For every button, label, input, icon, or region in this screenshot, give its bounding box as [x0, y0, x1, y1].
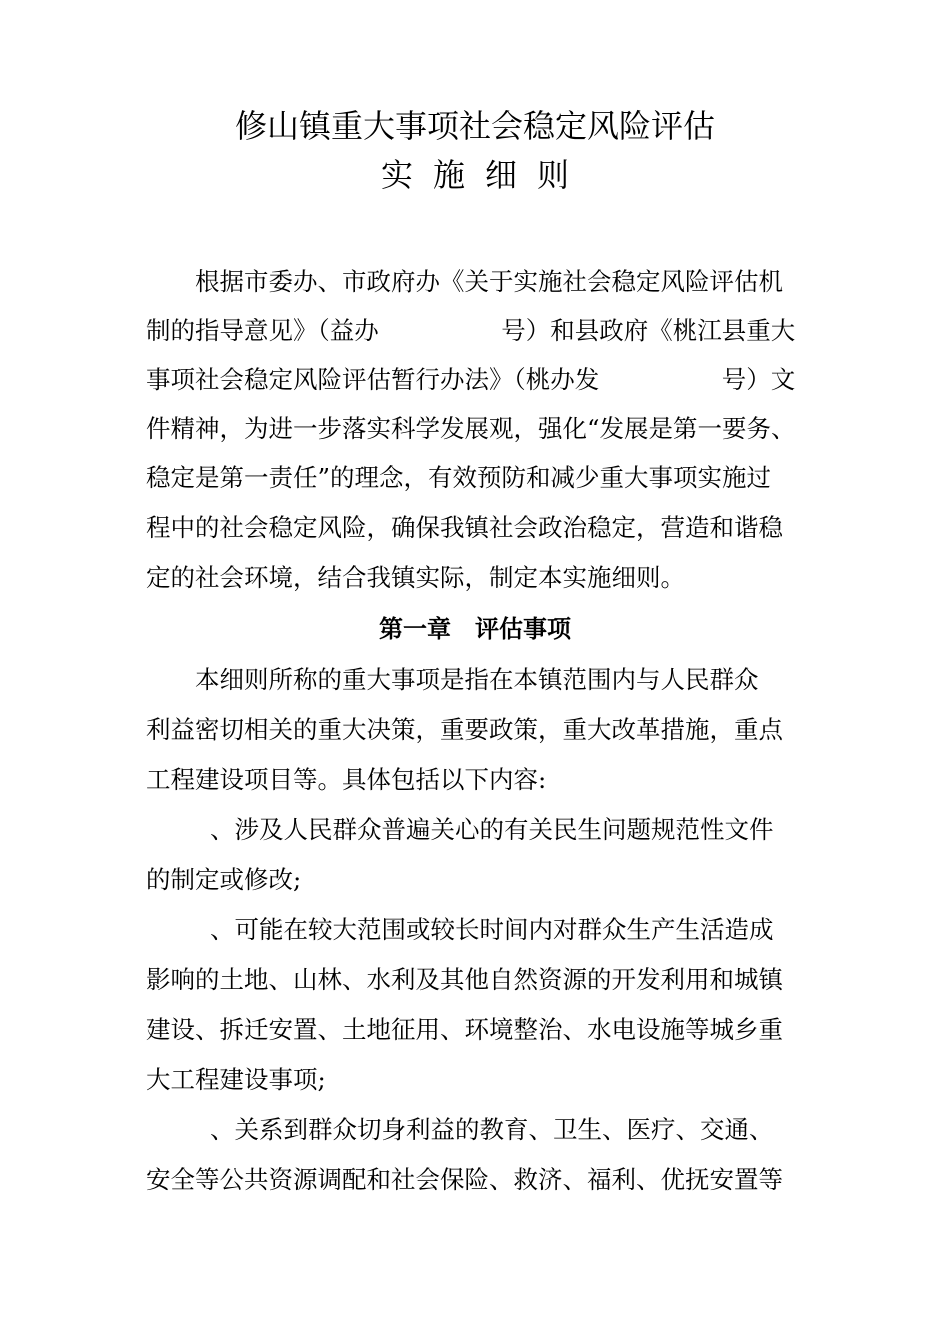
chapter-line-10: 、关系到群众切身利益的教育、卫生、医疗、交通、 — [210, 1115, 774, 1144]
intro-line-1: 根据市委办、市政府办《关于实施社会稳定风险评估机 — [195, 267, 783, 296]
chapter-line-11: 安全等公共资源调配和社会保险、救济、福利、优抚安置等 — [146, 1165, 783, 1194]
chapter-heading: 第一章 评估事项 — [379, 615, 571, 643]
document-title: 修山镇重大事项社会稳定风险评估 — [234, 107, 715, 145]
intro-line-7: 定的社会环境，结合我镇实际，制定本实施细则。 — [146, 563, 685, 592]
chapter-line-2: 利益密切相关的重大决策，重要政策，重大改革措施，重点 — [146, 715, 783, 744]
intro-line-5: 稳定是第一责任”的理念，有效预防和减少重大事项实施过 — [146, 463, 772, 492]
chapter-line-4: 、涉及人民群众普遍关心的有关民生问题规范性文件 — [210, 815, 774, 844]
chapter-line-5: 的制定或修改; — [146, 865, 302, 894]
chapter-line-8: 建设、拆迁安置、土地征用、环境整治、水电设施等城乡重 — [146, 1015, 783, 1044]
chapter-line-9: 大工程建设事项; — [146, 1065, 326, 1094]
document-subtitle: 实施细则 — [380, 156, 589, 194]
chapter-line-6: 、可能在较大范围或较长时间内对群众生产生活造成 — [210, 915, 774, 944]
intro-line-4: 件精神，为进一步落实科学发展观，强化“发展是第一要务、 — [146, 414, 796, 443]
intro-line-3: 事项社会稳定风险评估暂行办法》（桃办发 号）文 — [146, 365, 796, 394]
intro-line-6: 程中的社会稳定风险，确保我镇社会政治稳定，营造和谐稳 — [146, 513, 783, 542]
chapter-line-7: 影响的土地、山林、水利及其他自然资源的开发利用和城镇 — [146, 965, 783, 994]
chapter-line-1: 本细则所称的重大事项是指在本镇范围内与人民群众 — [195, 665, 759, 694]
chapter-line-3: 工程建设项目等。具体包括以下内容: — [146, 765, 547, 794]
intro-line-2: 制的指导意见》（益办 号）和县政府《桃江县重大 — [146, 316, 796, 345]
